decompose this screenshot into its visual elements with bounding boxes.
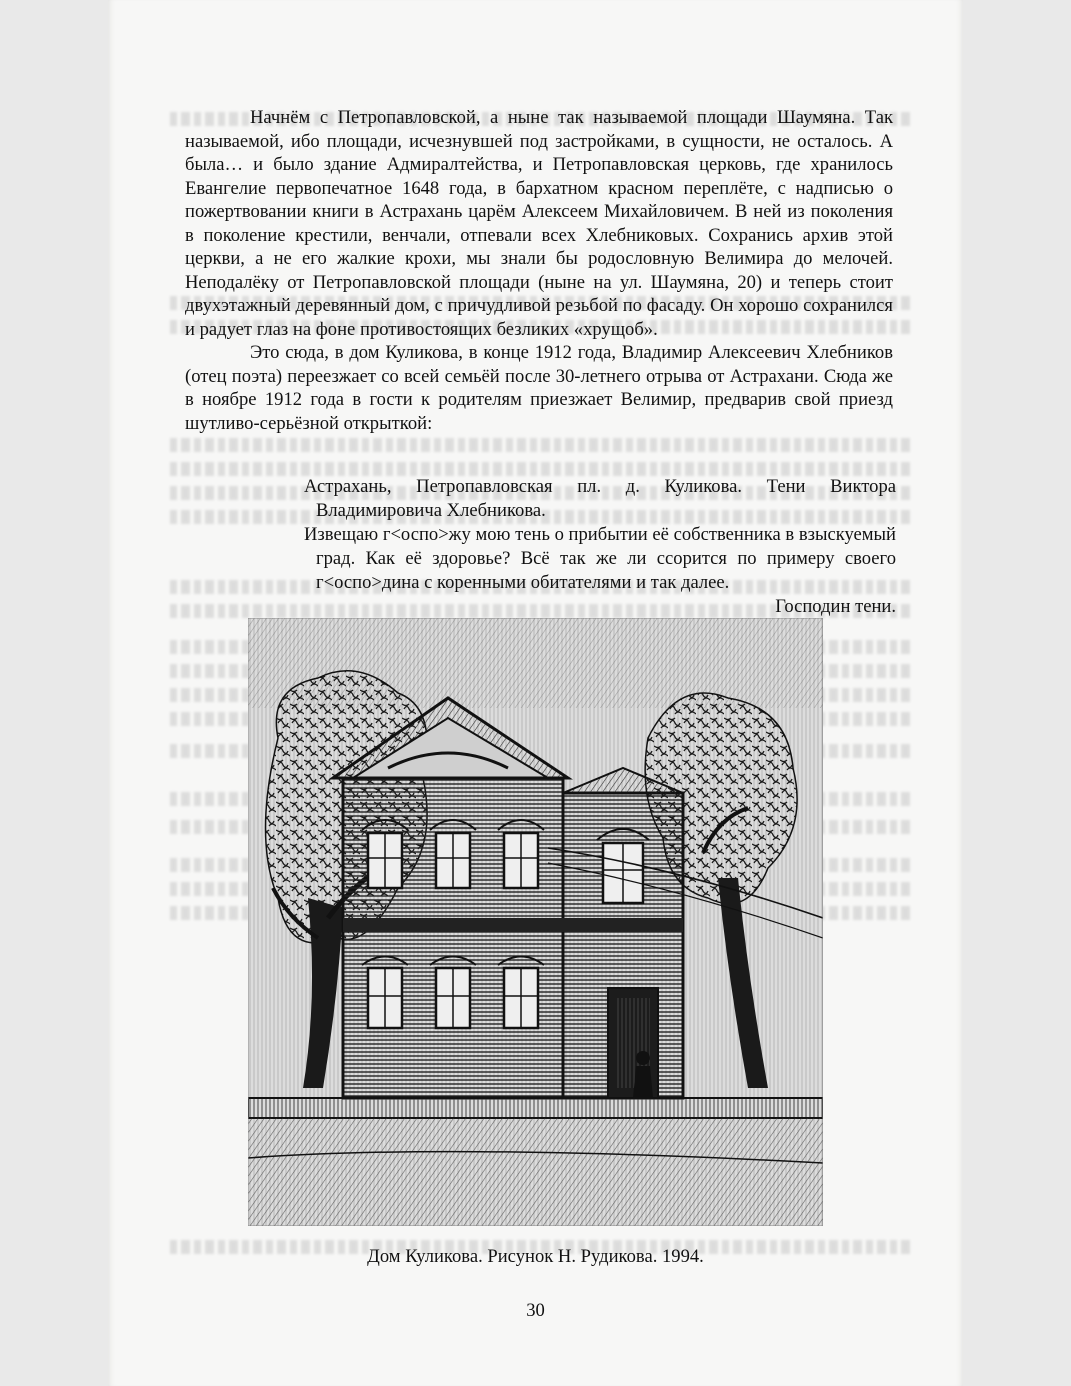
page-number: 30: [526, 1300, 545, 1321]
paragraph-1: Начнём с Петропавловской, а ныне так называемой площади Шаумяна. Так называемой, ибо площади, исчезнувшей под застройками, в сущности, не осталось. А была… и было здание Адмиралтейства, и Петропавловская церковь, где хранилось Евангелие первопечатное 1648 года, в бархатном красном переплёте, с надписью о пожертвовании книги в Астрахань царём Алексеем Михайловичем. В ней из поколения в поколение крестили, венчали, отпевали всех Хлебниковых. Сохранись архив этой церкви, а не его жалкие крохи, мы знали бы родословную Велимира до мелочей. Неподалёку от Петропавловской площади (ныне на ул. Шаумяна, 20) и теперь стоит двухэтажный деревянный дом, с причудливой резьбой по фасаду. Он хорошо сохранился и радует глаз на фоне противостоящих безликих «хрущоб».: [185, 107, 893, 340]
postcard-body: Извещаю г<оспо>жу мою тень о прибытии её собственника в взыскуемый град. Как её здоровье? Всё так же ли ссорится по примеру своего г<оспо>дина с коренными обитателями и так далее.: [304, 524, 896, 593]
postcard-quote: [304, 475, 896, 619]
house-drawing: [248, 618, 823, 1226]
paragraph-2: Это сюда, в дом Куликова, в конце 1912 года, Владимир Алексеевич Хлебников (отец поэта) переезжает со всей семьёй после 30-летнего отрыва от Астрахани. Сюда же в ноябре 1912 года в гости к родителям приезжает Велимир, предварив свой приезд шутливо-серьёзной открыткой:: [185, 342, 893, 434]
figure-caption: Дом Куликова. Рисунок Н. Рудикова. 1994.: [367, 1246, 704, 1267]
book-page: [108, 0, 963, 1386]
postcard-address: Астрахань, Петропавловская пл. д. Куликова. Тени Виктора Владимировича Хлебникова.: [304, 476, 896, 521]
main-text: [185, 106, 893, 435]
postcard-signature: Господин тени.: [775, 596, 896, 617]
